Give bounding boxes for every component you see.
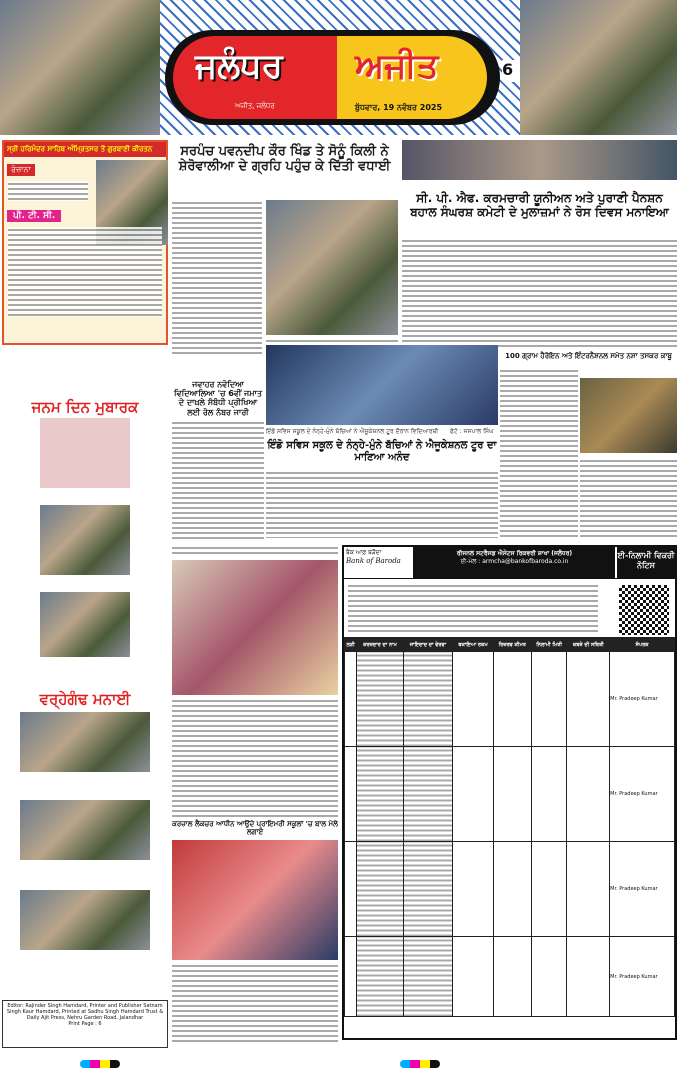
- a1-photo: [266, 200, 398, 335]
- a6-photo: [172, 840, 338, 960]
- imprint-box: [2, 1000, 168, 1048]
- masthead-photo-left: [0, 0, 160, 135]
- masthead-photo-right: [520, 0, 677, 135]
- color-registration-bar: [80, 1060, 120, 1068]
- birthday-title: ਜਨਮ ਦਿਨ ਮੁਬਾਰਕ: [31, 398, 139, 416]
- daily-label: ਰੋਜ਼ਾਨਾ: [7, 164, 35, 176]
- imprint-text: Editor: Rajinder Singh Hamdard, Printer and Publisher Satnam Singh Kaur Hamdard, Printed at Sadhu Singh Hamdard Trust & Daily Ajit Press, Nehru Garden Road, Jalandhar: [6, 1003, 164, 1021]
- birthday-photo-3: [40, 592, 130, 657]
- photo-credit: ਫੋਟੋ : ਜਸਪਾਲ ਸਿੰਘ: [450, 428, 494, 435]
- channel-badge: ਪੀ. ਟੀ. ਸੀ.: [7, 210, 61, 222]
- masthead-title-right: ਅਜੀਤ: [355, 46, 439, 86]
- headline-a3: ਜਵਾਹਰ ਨਵੋਦਿਆ ਵਿਦਿਆਲਿਆ 'ਚ 6ਵੀਂ ਜਮਾਤ ਦੇ ਦਾਖ਼ਲੇ ਸੰਬੰਧੀ ਪ੍ਰੀਖਿਆ ਲਈ ਰੋਲ ਨੰਬਰ ਜਾਰੀ: [174, 380, 262, 417]
- bank-logo: [344, 547, 414, 578]
- religious-event-photo: [172, 560, 338, 695]
- bank-name-local: ਬੈਂਕ ਆਫ਼ ਬੜੌਦਾ: [346, 549, 382, 556]
- a4-caption: ਇੰਡੋ ਸਵਿਸ ਸਕੂਲ ਦੇ ਨੰਨ੍ਹੇ-ਮੁੰਨੇ ਬੱਚਿਆਂ ਨੇ ਐਜੂਕੇਸ਼ਨਲ ਟੂਰ ਦੌਰਾਨ ਵਿਦਿਆਰਥੀ: [266, 428, 439, 435]
- color-registration-bar: [400, 1060, 440, 1068]
- anniversary-photo-2: [20, 800, 150, 860]
- kirtan-title: ਸ੍ਰੀ ਹਰਿਮੰਦਰ ਸਾਹਿਬ ਅੰਮ੍ਰਿਤਸਰ ਤੋਂ ਗੁਰਬਾਣੀ ਕੀਰਤਨ: [4, 142, 166, 157]
- bank-office: ਰੀਜਨਲ ਸਟਰੈਸਡ ਐਸੇਟਸ ਰਿਕਵਰੀ ਸ਼ਾਖਾ (ਜਲੰਧਰ): [456, 550, 573, 557]
- bank-email: ਈ-ਮੇਲ : armcha@bankofbaroda.co.in: [460, 558, 569, 565]
- birthday-photo-1: [40, 418, 130, 488]
- masthead-logo: [165, 30, 500, 125]
- print-page: Print Page : 6: [68, 1021, 102, 1027]
- a5-photo: [580, 378, 677, 453]
- anniversary-photo-3: [20, 890, 150, 950]
- anniversary-photo-1: [20, 712, 150, 772]
- bank-name: Bank of Baroda: [346, 557, 401, 565]
- bank-notice: [342, 545, 677, 1040]
- masthead-title-left: ਜਲੰਧਰ: [195, 46, 283, 86]
- masthead-subtitle: ਅਜੀਤ, ਜਲੰਧਰ: [235, 102, 275, 110]
- a2-photo: [402, 140, 677, 180]
- notice-title: ਈ-ਨਿਲਾਮੀ ਵਿਕਰੀ ਨੋਟਿਸ: [615, 547, 675, 578]
- anniversary-title: ਵਰ੍ਹੇਗੰਢ ਮਨਾਈ: [39, 690, 131, 708]
- kirtan-box: [2, 140, 168, 345]
- headline-a1: ਸਰਪੰਚ ਪਵਨਦੀਪ ਕੌਰ ਖਿੰਡ ਤੇ ਸੋਨੂੰ ਕਿਲੀ ਨੇ ਸ਼ੇਰੋਵਾਲੀਆ ਦੇ ਗ੍ਰਹਿ ਪਹੁੰਚ ਕੇ ਦਿੱਤੀ ਵਧਾਈ: [178, 144, 391, 174]
- birthday-photo-2: [40, 505, 130, 575]
- a4-photo: [266, 345, 498, 425]
- contact-person: Mr. Pradeep Kumar: [610, 652, 675, 747]
- headline-a6: ਕਰਜ਼ਾਲ ਲੈਕਚਰ ਆਧੀਨ ਆਉਂਦੇ ਪ੍ਰਾਇਮਰੀ ਸਕੂਲਾਂ 'ਚ ਬਾਲ ਮੇਲੇ ਲਗਾਏ: [172, 820, 338, 837]
- auction-table: ਲੜੀ ਕਰਜ਼ਦਾਰ ਦਾ ਨਾਮ ਜਾਇਦਾਦ ਦਾ ਵੇਰਵਾ ਬਕਾਇਆ ਰਕਮ ਰਿਜ਼ਰਵ ਕੀਮਤ ਨਿਲਾਮੀ ਮਿਤੀ ਕਬਜ਼ੇ ਦੀ ਸਥਿਤੀ ਸੰਪਰਕ Mr. Pradeep Kumar Mr. Pradeep Kumar Mr. Pradeep Kumar Mr. Pradeep Kumar: [344, 637, 675, 1017]
- headline-a5: 100 ਗ੍ਰਾਮ ਹੈਰੋਇਨ ਅਤੇ ਇੰਟਰਨੈਸ਼ਨਲ ਸਮੇਤ ਨਸ਼ਾ ਤਸਕਰ ਕਾਬੂ: [505, 352, 672, 360]
- masthead-date: ਬੁੱਧਵਾਰ, 19 ਨਵੰਬਰ 2025: [355, 103, 443, 112]
- headline-a4: ਇੰਡੋ ਸਵਿਸ ਸਕੂਲ ਦੇ ਨੰਨ੍ਹੇ-ਮੁੰਨੇ ਬੱਚਿਆਂ ਨੇ ਐਜੂਕੇਸ਼ਨਲ ਟੂਰ ਦਾ ਮਾਣਿਆ ਅਨੰਦ: [267, 440, 497, 463]
- qr-code: [619, 585, 669, 635]
- page-number: 6: [502, 60, 520, 82]
- headline-a2: ਸੀ. ਪੀ. ਐਫ. ਕਰਮਚਾਰੀ ਯੂਨੀਅਨ ਅਤੇ ਪੁਰਾਣੀ ਪੈਨਸ਼ਨ ਬਹਾਲ ਸੰਘਰਸ਼ ਕਮੇਟੀ ਦੇ ਮੁਲਾਜ਼ਮਾਂ ਨੇ ਰੋਸ ਦਿਵਸ ਮਨਾਇਆ: [410, 191, 669, 219]
